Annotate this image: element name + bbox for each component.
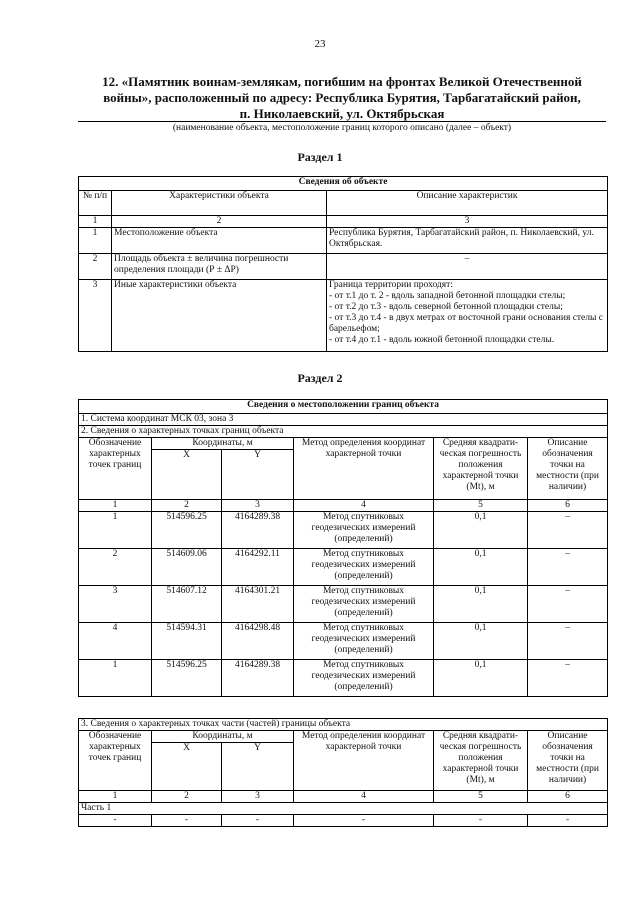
- point-precision: 0,1: [434, 660, 528, 697]
- boundary-description-line: - от т.3 до т.4 - в двух метрах от восточной грани основания стелы с барельефом;: [329, 313, 603, 334]
- col-number: 1: [79, 216, 112, 228]
- col-header-method: Метод определения координат характерной точки: [294, 731, 434, 791]
- point-y: 4164289.38: [222, 660, 294, 697]
- col-header: № п/п: [79, 191, 112, 216]
- characteristic-name: Местоположение объекта: [112, 228, 327, 254]
- point-y: 4164292.11: [222, 549, 294, 586]
- point-x: 514607.12: [152, 586, 222, 623]
- col-number: 4: [294, 500, 434, 512]
- boundary-description-line: Граница территории проходят:: [329, 280, 453, 290]
- col-header-y: Y: [222, 450, 294, 500]
- col-header-description: Описание обозначения точки на местности (при наличии): [528, 438, 608, 500]
- row-number: 1: [79, 228, 112, 254]
- part-label: Часть 1: [79, 803, 608, 815]
- point-x: 514596.25: [152, 512, 222, 549]
- boundary-description-line: - от т.4 до т.1 - вдоль южной бетонной площадки стелы.: [329, 335, 555, 345]
- point-description: –: [528, 660, 608, 697]
- col-header-y: Y: [222, 743, 294, 791]
- col-number: 6: [528, 791, 608, 803]
- characteristic-value: –: [327, 254, 608, 280]
- heading-line: войны», расположенный по адресу: Республика Бурятия, Тарбагатайский район,: [103, 90, 581, 105]
- point-y: 4164289.38: [222, 512, 294, 549]
- part-cell: -: [222, 815, 294, 827]
- table-row: [79, 623, 608, 660]
- col-number: 2: [112, 216, 327, 228]
- part-cell: -: [528, 815, 608, 827]
- point-x: 514609.06: [152, 549, 222, 586]
- col-header: Описание характеристик: [327, 191, 608, 216]
- col-header-x: X: [152, 743, 222, 791]
- table-caption: Сведения об объекте: [79, 177, 608, 191]
- row-number: 3: [79, 280, 112, 352]
- heading-underline: [78, 121, 606, 122]
- point-method: Метод спутниковых геодезических измерений (определений): [294, 660, 434, 697]
- col-number: 1: [79, 791, 152, 803]
- point-id: 4: [79, 623, 152, 660]
- characteristic-name: Иные характеристики объекта: [112, 280, 327, 352]
- col-header-precision: Средняя квадрати-ческая погрешность положения характерной точки (Mt), м: [434, 731, 528, 791]
- point-description: –: [528, 586, 608, 623]
- col-header-coordinates: Координаты, м: [152, 438, 294, 450]
- boundary-description-line: - от т.2 до т.3 - вдоль северной бетонной площадки стелы;: [329, 302, 563, 312]
- part-cell: -: [152, 815, 222, 827]
- table-caption: Сведения о местоположении границ объекта: [79, 400, 608, 414]
- heading-caption: (наименование объекта, местоположение границ которого описано (далее – объект): [172, 123, 512, 133]
- col-number: 3: [222, 500, 294, 512]
- point-precision: 0,1: [434, 549, 528, 586]
- col-header-coordinates: Координаты, м: [152, 731, 294, 743]
- point-id: 2: [79, 549, 152, 586]
- table-row: [79, 228, 608, 254]
- col-number: 6: [528, 500, 608, 512]
- point-description: –: [528, 623, 608, 660]
- col-number: 4: [294, 791, 434, 803]
- part-cell: -: [79, 815, 152, 827]
- table-row: [79, 280, 608, 352]
- row-number: 2: [79, 254, 112, 280]
- col-number: 3: [222, 791, 294, 803]
- characteristic-value: Республика Бурятия, Тарбагатайский район, п. Николаевский, ул. Октябрьская.: [327, 228, 608, 254]
- point-id: 1: [79, 660, 152, 697]
- point-x: 514596.25: [152, 660, 222, 697]
- col-number: 5: [434, 500, 528, 512]
- col-header-point: Обозначение характерных точек границ: [79, 731, 152, 791]
- points-section-line: 2. Сведения о характерных точках границ объекта: [79, 426, 608, 438]
- table-row: [79, 512, 608, 549]
- characteristic-name: Площадь объекта ± величина погрешности определения площади (Р ± ΔР): [112, 254, 327, 280]
- point-method: Метод спутниковых геодезических измерений (определений): [294, 549, 434, 586]
- page-number: 23: [314, 38, 326, 50]
- table-row: [79, 254, 608, 280]
- table-row: [79, 549, 608, 586]
- coordinate-system-line: 1. Система координат МСК 03, зона 3: [79, 414, 608, 426]
- col-header-description: Описание обозначения точки на местности (при наличии): [528, 731, 608, 791]
- col-number: 2: [152, 791, 222, 803]
- point-method: Метод спутниковых геодезических измерений (определений): [294, 586, 434, 623]
- point-y: 4164298.48: [222, 623, 294, 660]
- point-y: 4164301.21: [222, 586, 294, 623]
- point-precision: 0,1: [434, 586, 528, 623]
- point-x: 514594.31: [152, 623, 222, 660]
- heading-line: п. Николаевский, ул. Октябрьская: [239, 106, 445, 121]
- col-header-point: Обозначение характерных точек границ: [79, 438, 152, 500]
- col-header-method: Метод определения координат характерной точки: [294, 438, 434, 500]
- table-row: [79, 815, 608, 827]
- point-precision: 0,1: [434, 512, 528, 549]
- table-row: [79, 660, 608, 697]
- point-description: –: [528, 549, 608, 586]
- part-cell: -: [294, 815, 434, 827]
- section2-title: Раздел 2: [297, 371, 343, 385]
- object-heading: [78, 74, 606, 122]
- boundary-description-line: - от т.1 до т. 2 - вдоль западной бетонной площадки стелы;: [329, 291, 566, 301]
- point-description: –: [528, 512, 608, 549]
- col-header-x: X: [152, 450, 222, 500]
- col-header: Характеристики объекта: [112, 191, 327, 216]
- characteristic-value: [327, 280, 608, 352]
- col-number: 2: [152, 500, 222, 512]
- boundary-points-table: [78, 399, 608, 697]
- point-method: Метод спутниковых геодезических измерений (определений): [294, 512, 434, 549]
- point-precision: 0,1: [434, 623, 528, 660]
- col-number: 1: [79, 500, 152, 512]
- point-id: 1: [79, 512, 152, 549]
- section1-title: Раздел 1: [297, 150, 343, 164]
- heading-line: 12. «Памятник воинам-землякам, погибшим на фронтах Великой Отечественной: [102, 74, 582, 89]
- part-boundary-points-table: [78, 718, 608, 827]
- point-id: 3: [79, 586, 152, 623]
- col-number: 3: [327, 216, 608, 228]
- col-number: 5: [434, 791, 528, 803]
- part-cell: -: [434, 815, 528, 827]
- table-row: [79, 586, 608, 623]
- col-header-precision: Средняя квадрати-ческая погрешность положения характерной точки (Mt), м: [434, 438, 528, 500]
- point-method: Метод спутниковых геодезических измерений (определений): [294, 623, 434, 660]
- part-points-section-line: 3. Сведения о характерных точках части (частей) границы объекта: [79, 719, 608, 731]
- object-info-table: [78, 176, 608, 352]
